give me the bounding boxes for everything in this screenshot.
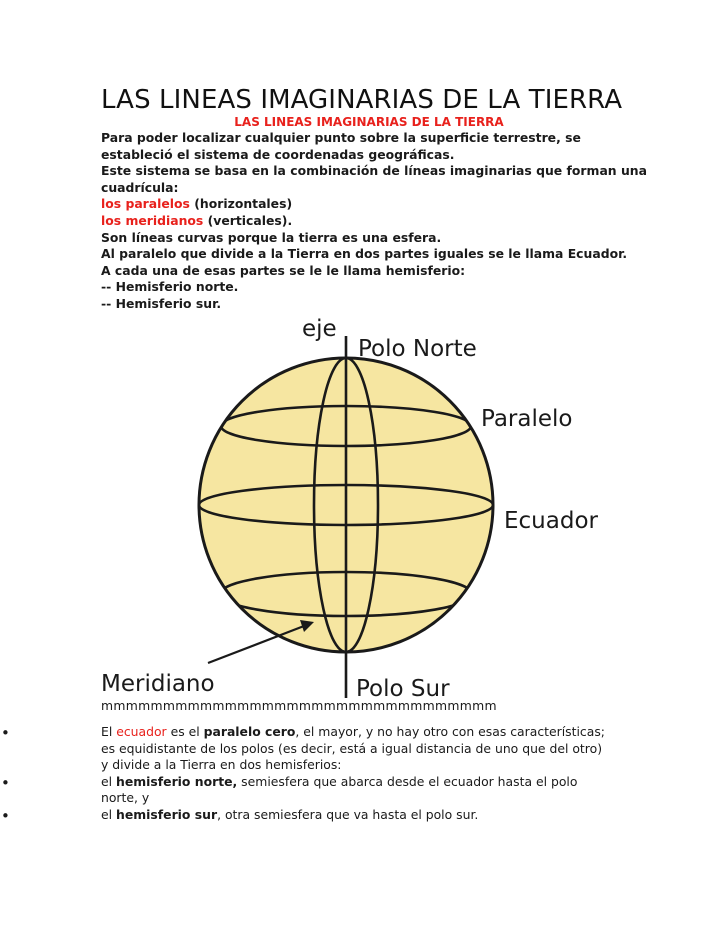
hemisferio-sur-term: hemisferio sur xyxy=(116,806,218,822)
hemisferio-norte-term: hemisferio norte, xyxy=(116,773,238,789)
meridian-arrow xyxy=(208,626,304,663)
label-ecuador: Ecuador xyxy=(504,508,598,534)
intro-line: A cada una de esas partes se le le llama hemisferio: xyxy=(101,262,466,278)
label-meridiano: Meridiano xyxy=(101,671,215,697)
meridianos-term: los meridianos xyxy=(101,212,204,228)
intro-line: Son líneas curvas porque la tierra es una esfera. xyxy=(101,229,442,245)
bullet-icon: • xyxy=(1,806,10,825)
bullet-list xyxy=(0,724,728,824)
label-polo-sur: Polo Sur xyxy=(356,676,450,700)
list-item xyxy=(0,807,728,824)
text-run: , el mayor, y no hay otro con esas características; xyxy=(295,724,605,739)
text-run: el xyxy=(101,773,117,789)
paralelo-cero-term: paralelo cero xyxy=(203,724,296,739)
bullet-icon: • xyxy=(1,724,10,742)
intro-line: Para poder localizar cualquier punto sobre la superficie terrestre, se xyxy=(101,130,581,145)
text-run: El xyxy=(101,724,117,739)
meridianos-desc: (verticales). xyxy=(203,212,293,228)
intro-line: -- Hemisferio sur. xyxy=(101,295,222,311)
intro-line: cuadrícula: xyxy=(101,179,179,195)
meridianos-line xyxy=(101,213,641,230)
ecuador-term: ecuador xyxy=(116,724,167,739)
m-repeat-line: mmmmmmmmmmmmmmmmmmmmmmmmmmmmmmmm xyxy=(101,698,497,713)
text-run: semiesfera que abarca desde el ecuador hasta el polo xyxy=(237,773,578,789)
intro-line: Este sistema se basa en la combinación de líneas imaginarias que forman una xyxy=(101,163,647,179)
list-line: y divide a la Tierra en dos hemisferios: xyxy=(101,757,342,773)
text-run: es el xyxy=(166,724,204,739)
list-item xyxy=(0,774,728,807)
intro-line: -- Hemisferio norte. xyxy=(101,279,239,295)
label-polo-norte: Polo Norte xyxy=(358,336,477,362)
list-item xyxy=(0,724,728,774)
earth-sphere-diagram xyxy=(96,308,632,700)
page-subtitle: LAS LINEAS IMAGINARIAS DE LA TIERRA xyxy=(234,115,504,129)
paralelos-term: los paralelos xyxy=(101,196,190,212)
list-line xyxy=(101,774,728,791)
list-line xyxy=(101,807,728,824)
list-line xyxy=(101,724,728,741)
intro-paragraph xyxy=(101,130,647,313)
paralelos-desc: (horizontales) xyxy=(189,196,293,212)
list-line: es equidistante de los polos (es decir, está a igual distancia de uno que del otro) xyxy=(101,740,603,756)
list-line: norte, y xyxy=(101,790,150,806)
page-title: LAS LINEAS IMAGINARIAS DE LA TIERRA xyxy=(101,85,623,115)
earth-lines-figure xyxy=(96,308,632,700)
intro-line: estableció el sistema de coordenadas geográficas. xyxy=(101,146,455,162)
text-run: el xyxy=(101,806,117,822)
paralelos-line xyxy=(101,196,641,213)
text-run: , otra semiesfera que va hasta el polo sur. xyxy=(217,806,479,822)
label-eje: eje xyxy=(302,316,337,342)
label-paralelo: Paralelo xyxy=(481,406,573,432)
intro-line: Al paralelo que divide a la Tierra en dos partes iguales se le llama Ecuador. xyxy=(101,246,628,262)
bullet-icon: • xyxy=(1,773,10,792)
